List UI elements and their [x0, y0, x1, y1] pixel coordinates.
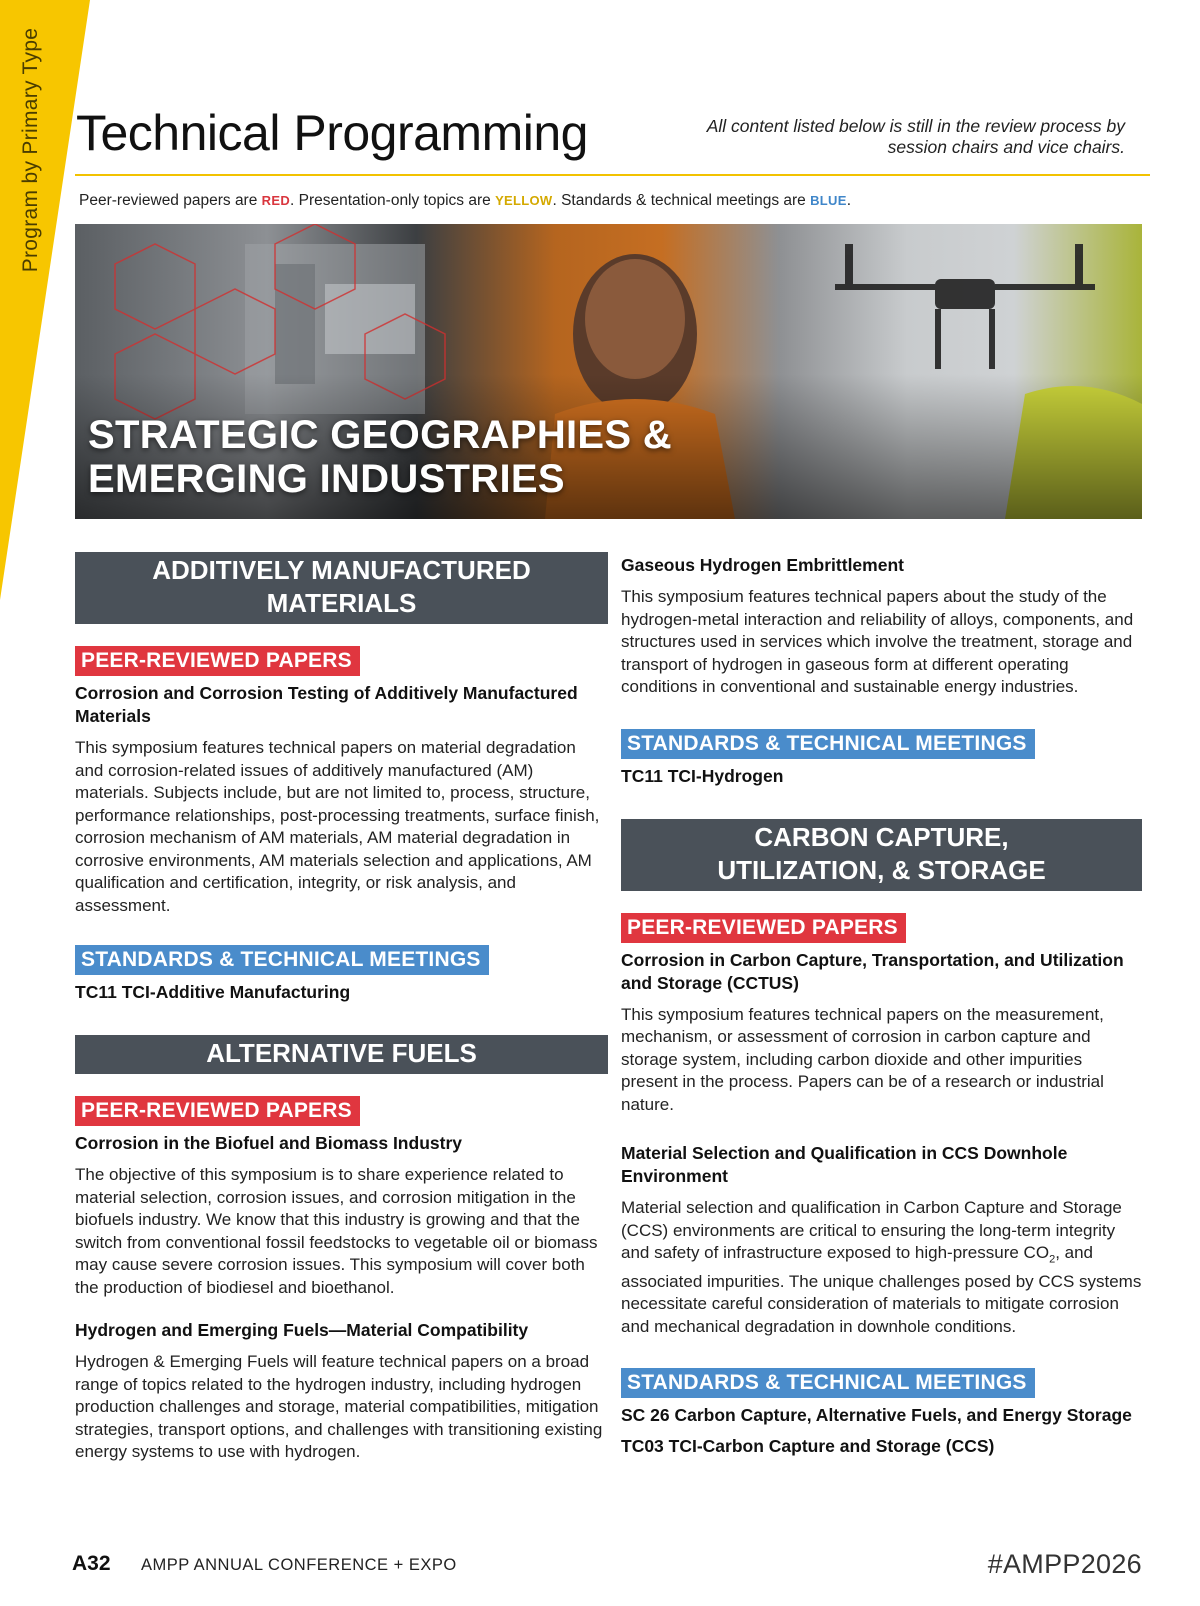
- peer-reviewed-tag: PEER-REVIEWED PAPERS: [75, 646, 360, 676]
- symposium-description: This symposium features technical papers on material degradation and corrosion-related issues of additively manufactured (AM) materials. Subjects include, but are not limited to, process, structure, performance relationships, post-processing treatments, surface finish, corrosion mechanism of AM materials, AM material degradation in corrosive environments, AM materials selection and applications, AM qualification and certification, integrity, or risk analysis, and assessment.: [75, 738, 600, 915]
- subscript-text: 2: [1049, 1253, 1056, 1266]
- right-column: [621, 554, 1142, 1458]
- standards-tag: STANDARDS & TECHNICAL MEETINGS: [621, 1368, 1035, 1398]
- legend-blue-keyword: BLUE: [810, 193, 847, 208]
- title-rule: [75, 174, 1150, 176]
- symposium-description: This symposium features technical papers on the measurement, mechanism, or assessment of corrosion in carbon capture and storage system, including carbon dioxide and other impurities present in the process. Papers can be of a research or industrial nature.: [621, 1004, 1104, 1114]
- left-column: [75, 552, 608, 1464]
- section-header-ccus: [621, 819, 1142, 891]
- legend-red-keyword: RED: [261, 193, 291, 208]
- symposium-title: Gaseous Hydrogen Embrittlement: [621, 555, 904, 575]
- legend-text: Peer-reviewed papers are: [79, 192, 262, 209]
- legend-yellow-keyword: YELLOW: [495, 193, 553, 208]
- peer-reviewed-tag: PEER-REVIEWED PAPERS: [75, 1096, 360, 1126]
- symposium-description: Hydrogen & Emerging Fuels will feature technical papers on a broad range of topics related to the hydrogen industry, including hydrogen production challenges and storage, material compatibilities, mitigation strategies, transport options, and challenges with transitioning existing energy systems to use with hydrogen.: [75, 1352, 603, 1461]
- section-header-line: UTILIZATION, & STORAGE: [717, 854, 1046, 885]
- description-text: Material selection and qualification in Carbon Capture and Storage (CCS) environments are critical to ensuring the long-term integrity and safety of infrastructure exposed to high-pressure CO: [621, 1198, 1122, 1262]
- symposium-title: Corrosion in Carbon Capture, Transportation, and Utilization and Storage (CCTUS): [621, 949, 1124, 993]
- section-header-alt-fuels: ALTERNATIVE FUELS: [75, 1035, 608, 1074]
- symposium-title: Corrosion in the Biofuel and Biomass Industry: [75, 1133, 462, 1153]
- peer-reviewed-tag: PEER-REVIEWED PAPERS: [621, 913, 906, 943]
- review-note: All content listed below is still in the review process by session chairs and vice chairs.: [706, 116, 1125, 157]
- symposium-title: Corrosion and Corrosion Testing of Additively Manufactured Materials: [75, 683, 578, 726]
- hero-banner: [75, 224, 1142, 519]
- symposium-description: [621, 1197, 1142, 1338]
- hero-title-line: STRATEGIC GEOGRAPHIES &: [88, 413, 672, 457]
- page-title: Technical Programming: [76, 105, 588, 161]
- standards-tag: STANDARDS & TECHNICAL MEETINGS: [621, 729, 1035, 759]
- conference-name: AMPP ANNUAL CONFERENCE + EXPO: [141, 1556, 457, 1574]
- meeting-item: TC03 TCI-Carbon Capture and Storage (CCS): [621, 1436, 995, 1457]
- legend-text: . Standards & technical meetings are: [552, 192, 811, 209]
- side-tab-label: Program by Primary Type: [19, 27, 42, 273]
- symposium-description: The objective of this symposium is to share experience related to material selection, corrosion issues, and corrosion mitigation in the biofuels industry. We know that this industry is growing and that the switch from conventional fossil feedstocks to vegetable oil or biomass may cause severe corrosion issues. This symposium will cover both the production of biodiesel and bioethanol.: [75, 1165, 598, 1297]
- symposium-title: Hydrogen and Emerging Fuels—Material Compatibility: [75, 1320, 529, 1340]
- legend-text: . Presentation-only topics are: [290, 192, 496, 209]
- meeting-item: TC11 TCI-Hydrogen: [621, 765, 784, 786]
- color-legend: [79, 192, 851, 210]
- meeting-item: SC 26 Carbon Capture, Alternative Fuels, and Energy Storage: [621, 1405, 1132, 1426]
- hero-title-line: EMERGING INDUSTRIES: [88, 457, 565, 501]
- standards-tag: STANDARDS & TECHNICAL MEETINGS: [75, 945, 489, 975]
- legend-text: .: [846, 192, 852, 209]
- section-header-am: ADDITIVELY MANUFACTURED MATERIALS: [75, 552, 608, 624]
- section-header-line: CARBON CAPTURE,: [754, 821, 1009, 852]
- description-text: , and associated impurities. The unique challenges posed by CCS systems necessitate careful consideration of materials to mitigate corrosion and mechanical degradation in downhole conditions.: [621, 1243, 1142, 1336]
- symposium-title: Material Selection and Qualification in CCS Downhole Environment: [621, 1143, 1068, 1186]
- event-hashtag: #AMPP2026: [987, 1549, 1142, 1579]
- page-number: A32: [72, 1552, 111, 1575]
- symposium-description: This symposium features technical papers about the study of the hydrogen-metal interaction and reliability of alloys, components, and structures used in services which involve the treatment, storage and transport of hydrogen in gaseous form at different operating conditions in conventional and sustainable energy industries.: [621, 587, 1134, 696]
- meeting-item: TC11 TCI-Additive Manufacturing: [75, 982, 351, 1002]
- hero-title: [88, 413, 672, 501]
